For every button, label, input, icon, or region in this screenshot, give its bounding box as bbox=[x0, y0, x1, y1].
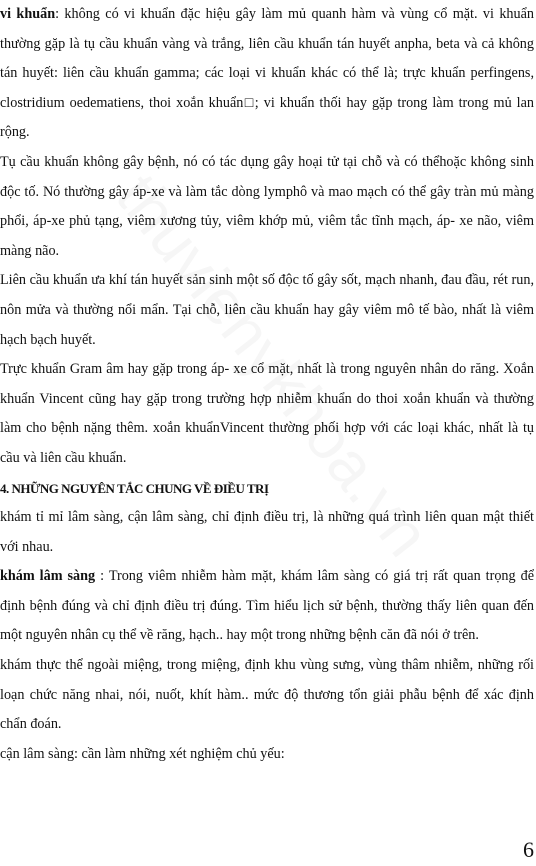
section-heading: 4. NHỮNG NGUYÊN TẮC CHUNG VỀ ĐIỀU TRỊ bbox=[0, 480, 269, 496]
paragraph-paraclinical: cận lâm sàng: cần làm những xét nghiệm chủ yếu: bbox=[0, 745, 285, 762]
paragraph-gram-negative: Trực khuẩn Gram âm hay gặp trong áp- xe cổ mặt, nhất là trong nguyên nhân do răng. Xoắn khuẩn Vincent cũng hay gặp trong trường hợp nhiễm khuẩn do thoi xoắn khuẩn và thường làm cho bệnh nặng thêm. xoắn khuẩnVincent thường phối hợp với các loại khác, nhất là tụ cầu và liên cầu khuẩn. bbox=[0, 361, 534, 466]
paragraph-bacteria-text: : không có vi khuẩn đặc hiệu gây làm mủ quanh hàm và vùng cổ mặt. vi khuẩn thường gặp là tụ cầu khuẩn vàng và trắng, liên cầu khuẩn tán huyết anpha, beta và cả không tán huyết: liên cầu khuẩn gamma; các loại vi khuẩn khác có thể là; trực khuẩn perfingens, clostridium oedematiens, thoi xoắn khuẩn□; vi khuẩn thối hay gặp trong làm trong mủ lan rộng. bbox=[0, 6, 535, 141]
paragraph-physical-exam: khám thực thể ngoài miệng, trong miệng, định khu vùng sưng, vùng thâm nhiễm, những rối loạn chức năng nhai, nói, nuốt, khít hàm.. mức độ thương tổn giải phẫu bệnh để xác định chẩn đoán. bbox=[0, 657, 534, 733]
page-number: 6 bbox=[523, 837, 534, 862]
paragraph-clinical-exam bbox=[0, 562, 534, 651]
paragraph-bacteria bbox=[0, 0, 534, 148]
paragraph-streptococcus: Liên cầu khuẩn ưa khí tán huyết sản sinh một số độc tố gây sốt, mạch nhanh, đau đầu, rét run, nôn mửa và thường nổi mẩn. Tại chỗ, liên cầu khuẩn hay gây viêm mô tế bào, nhất là viêm hạch bạch huyết. bbox=[0, 272, 534, 348]
term-vi-khuan: vi khuẩn bbox=[0, 6, 56, 22]
paragraph-examination-overview: khám tỉ mỉ lâm sàng, cận lâm sàng, chỉ định điều trị, là những quá trình liên quan mật thiết với nhau. bbox=[0, 509, 534, 555]
paragraph-clinical-exam-text: : Trong viêm nhiễm hàm mặt, khám lâm sàng có giá trị rất quan trọng để định bệnh đúng và chỉ định điều trị đúng. Tìm hiểu lịch sử bệnh, thường thấy liên quan đến một nguyên nhân cụ thể về răng, hạch.. hay một trong những bệnh căn đã nói ở trên. bbox=[0, 568, 534, 644]
term-kham-lam-sang: khám lâm sàng bbox=[0, 568, 96, 585]
paragraph-staphylococcus: Tụ cầu khuẩn không gây bệnh, nó có tác dụng gây hoại tử tại chỗ và có thểhoặc không sinh độc tố. Nó thường gây áp-xe và làm tắc dòng lymphô và mao mạch có thể gây tràn mủ màng phổi, áp-xe phủ tạng, viêm xương tủy, viêm khớp mủ, viêm tắc tĩnh mạch, áp- xe não, viêm màng não. bbox=[0, 153, 534, 259]
